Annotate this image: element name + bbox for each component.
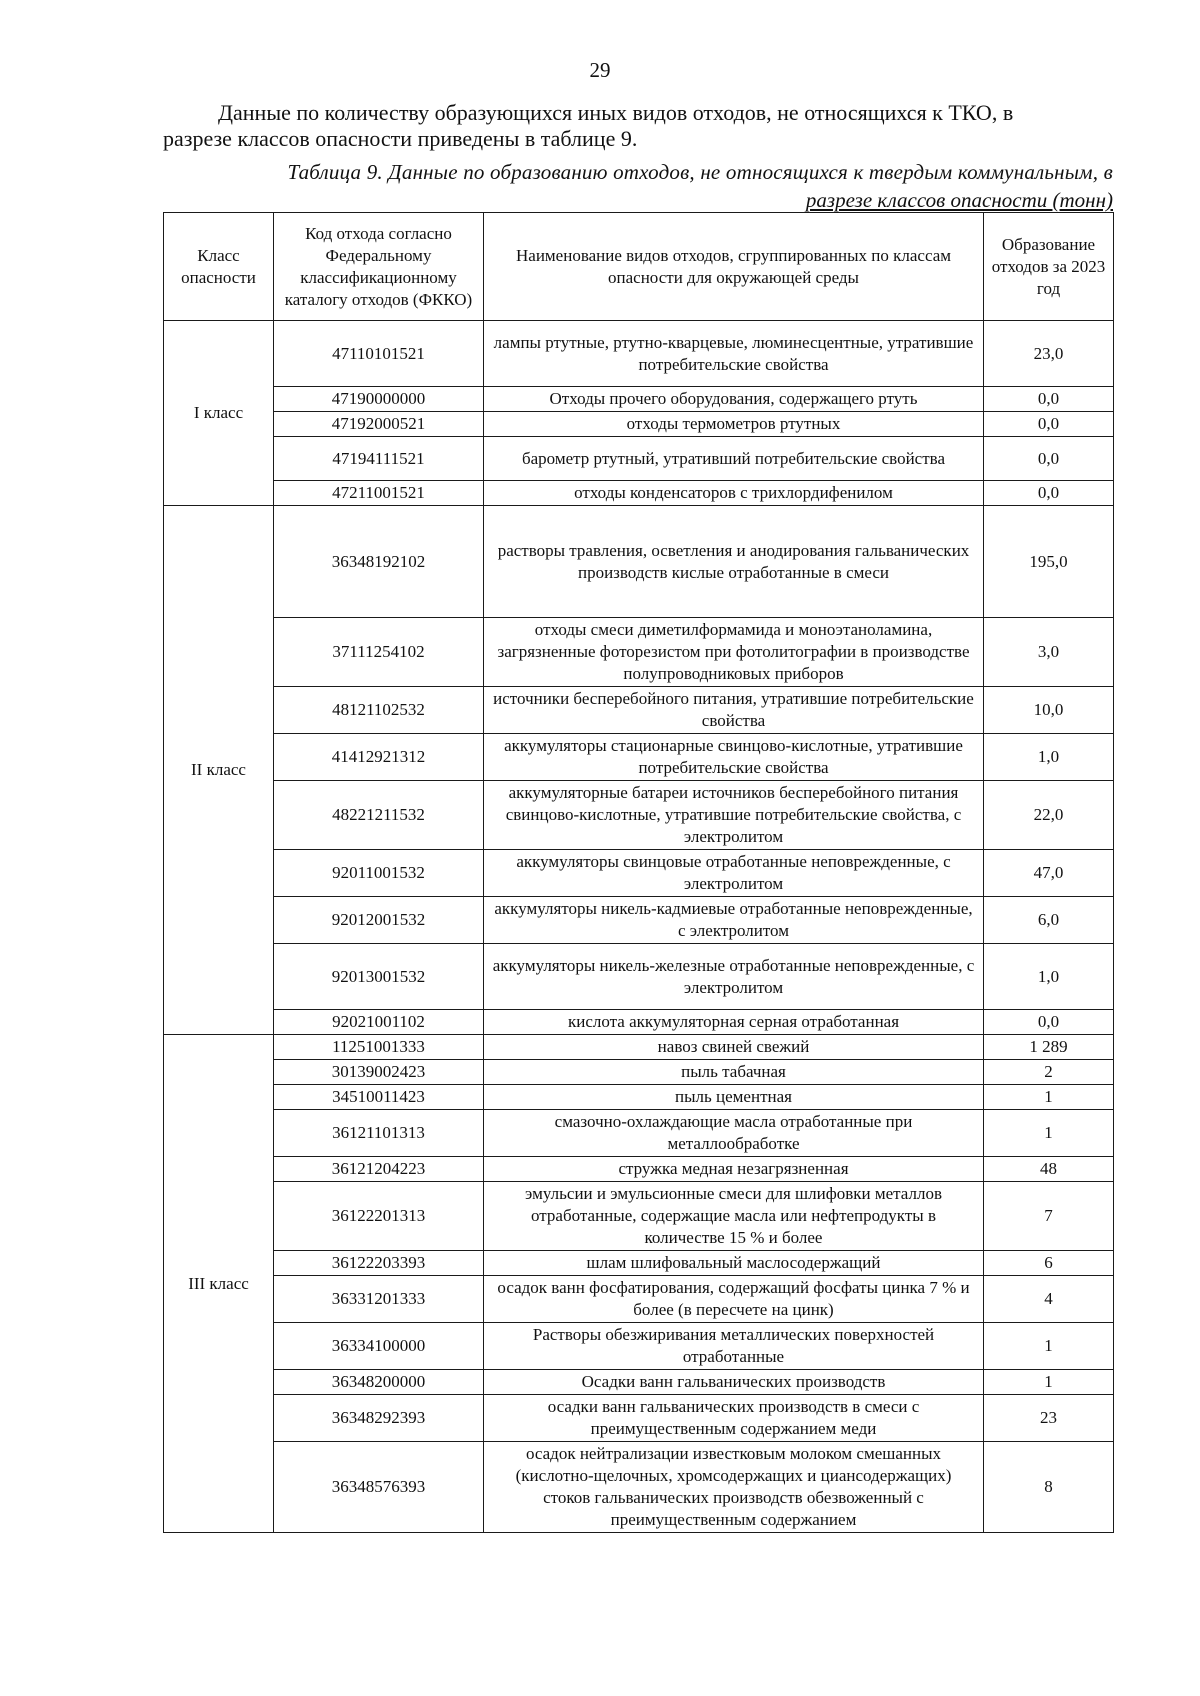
waste-code-cell: 30139002423 [274, 1060, 484, 1085]
table-row [164, 850, 1114, 897]
waste-amount-cell: 23 [984, 1395, 1114, 1442]
waste-amount-cell: 1 [984, 1110, 1114, 1157]
waste-amount-cell: 47,0 [984, 850, 1114, 897]
waste-amount-cell: 4 [984, 1276, 1114, 1323]
table-row [164, 1010, 1114, 1035]
header-name: Наименование видов отходов, сгруппированных по классам опасности для окружающей среды [484, 213, 984, 321]
waste-amount-cell: 0,0 [984, 437, 1114, 481]
waste-code-cell: 36121204223 [274, 1157, 484, 1182]
hazard-class-cell: III класс [164, 1035, 274, 1533]
waste-code-cell: 36348192102 [274, 506, 484, 618]
table-row [164, 1182, 1114, 1251]
waste-code-cell: 47110101521 [274, 321, 484, 387]
waste-amount-cell: 1,0 [984, 734, 1114, 781]
waste-name-cell: пыль цементная [484, 1085, 984, 1110]
waste-code-cell: 48221211532 [274, 781, 484, 850]
waste-name-cell: Отходы прочего оборудования, содержащего ртуть [484, 387, 984, 412]
waste-name-cell: осадок нейтрализации известковым молоком смешанных (кислотно-щелочных, хромсодержащих и циансодержащих) стоков гальванических производств обезвоженный с преимущественным содержанием [484, 1442, 984, 1533]
waste-name-cell: отходы смеси диметилформамида и моноэтаноламина, загрязненные фоторезистом при фотолитографии в производстве полупроводниковых приборов [484, 618, 984, 687]
waste-amount-cell: 0,0 [984, 481, 1114, 506]
header-code: Код отхода согласно Федеральному классификационному каталогу отходов (ФККО) [274, 213, 484, 321]
table-row [164, 1276, 1114, 1323]
waste-amount-cell: 7 [984, 1182, 1114, 1251]
waste-amount-cell: 1 [984, 1323, 1114, 1370]
intro-paragraph [163, 100, 1113, 152]
waste-amount-cell: 2 [984, 1060, 1114, 1085]
waste-amount-cell: 0,0 [984, 1010, 1114, 1035]
waste-name-cell: растворы травления, осветления и анодирования гальванических производств кислые отработанные в смеси [484, 506, 984, 618]
waste-code-cell: 36334100000 [274, 1323, 484, 1370]
waste-code-cell: 37111254102 [274, 618, 484, 687]
waste-amount-cell: 6 [984, 1251, 1114, 1276]
waste-amount-cell: 1 289 [984, 1035, 1114, 1060]
waste-amount-cell: 22,0 [984, 781, 1114, 850]
table-row [164, 506, 1114, 618]
table-row [164, 1060, 1114, 1085]
waste-amount-cell: 8 [984, 1442, 1114, 1533]
caption-line-1: Таблица 9. Данные по образованию отходов, не относящихся к твердым коммунальным, в [287, 160, 1113, 184]
table-row [164, 321, 1114, 387]
waste-name-cell: пыль табачная [484, 1060, 984, 1085]
waste-code-cell: 92013001532 [274, 944, 484, 1010]
waste-amount-cell: 1 [984, 1370, 1114, 1395]
waste-name-cell: отходы термометров ртутных [484, 412, 984, 437]
table-row [164, 1251, 1114, 1276]
waste-amount-cell: 1,0 [984, 944, 1114, 1010]
waste-name-cell: аккумуляторы никель-железные отработанные неповрежденные, с электролитом [484, 944, 984, 1010]
table-row [164, 1370, 1114, 1395]
waste-name-cell: стружка медная незагрязненная [484, 1157, 984, 1182]
intro-line-1: Данные по количеству образующихся иных видов отходов, не относящихся к ТКО, в [218, 100, 1014, 125]
waste-code-cell: 47194111521 [274, 437, 484, 481]
waste-code-cell: 36348576393 [274, 1442, 484, 1533]
waste-code-cell: 34510011423 [274, 1085, 484, 1110]
waste-name-cell: Растворы обезжиривания металлических поверхностей отработанные [484, 1323, 984, 1370]
hazard-class-cell: II класс [164, 506, 274, 1035]
waste-name-cell: аккумуляторы никель-кадмиевые отработанные неповрежденные, с электролитом [484, 897, 984, 944]
waste-name-cell: отходы конденсаторов с трихлордифенилом [484, 481, 984, 506]
waste-amount-cell: 0,0 [984, 387, 1114, 412]
table-row [164, 387, 1114, 412]
table-row [164, 734, 1114, 781]
waste-name-cell: кислота аккумуляторная серная отработанная [484, 1010, 984, 1035]
waste-code-cell: 36122201313 [274, 1182, 484, 1251]
waste-name-cell: осадок ванн фосфатирования, содержащий фосфаты цинка 7 % и более (в пересчете на цинк) [484, 1276, 984, 1323]
waste-code-cell: 92011001532 [274, 850, 484, 897]
table-row [164, 1085, 1114, 1110]
waste-code-cell: 36121101313 [274, 1110, 484, 1157]
table-row [164, 412, 1114, 437]
table-row [164, 687, 1114, 734]
page-number: 29 [589, 58, 611, 82]
waste-amount-cell: 3,0 [984, 618, 1114, 687]
waste-amount-cell: 6,0 [984, 897, 1114, 944]
waste-code-cell: 92012001532 [274, 897, 484, 944]
waste-amount-cell: 23,0 [984, 321, 1114, 387]
waste-name-cell: аккумуляторы свинцовые отработанные неповрежденные, с электролитом [484, 850, 984, 897]
waste-code-cell: 47192000521 [274, 412, 484, 437]
waste-table [163, 212, 1114, 1533]
intro-line-2: разрезе классов опасности приведены в таблице 9. [163, 126, 638, 151]
waste-name-cell: Осадки ванн гальванических производств [484, 1370, 984, 1395]
waste-name-cell: барометр ртутный, утративший потребительские свойства [484, 437, 984, 481]
table-row [164, 618, 1114, 687]
waste-amount-cell: 195,0 [984, 506, 1114, 618]
table-row [164, 437, 1114, 481]
table-row [164, 481, 1114, 506]
waste-amount-cell: 0,0 [984, 412, 1114, 437]
table-header-row [164, 213, 1114, 321]
waste-code-cell: 41412921312 [274, 734, 484, 781]
table-row [164, 1110, 1114, 1157]
table-row [164, 1323, 1114, 1370]
waste-code-cell: 36348200000 [274, 1370, 484, 1395]
table-row [164, 1157, 1114, 1182]
table-row [164, 897, 1114, 944]
table-body [164, 321, 1114, 1533]
table-row [164, 1035, 1114, 1060]
waste-name-cell: лампы ртутные, ртутно-кварцевые, люминесцентные, утратившие потребительские свойства [484, 321, 984, 387]
waste-name-cell: шлам шлифовальный маслосодержащий [484, 1251, 984, 1276]
waste-amount-cell: 48 [984, 1157, 1114, 1182]
header-class: Класс опасности [164, 213, 274, 321]
waste-amount-cell: 10,0 [984, 687, 1114, 734]
waste-code-cell: 11251001333 [274, 1035, 484, 1060]
waste-code-cell: 47211001521 [274, 481, 484, 506]
waste-code-cell: 47190000000 [274, 387, 484, 412]
table-row [164, 781, 1114, 850]
caption-line-2: разрезе классов опасности (тонн) [805, 188, 1113, 212]
waste-name-cell: аккумуляторы стационарные свинцово-кислотные, утратившие потребительские свойства [484, 734, 984, 781]
waste-name-cell: навоз свиней свежий [484, 1035, 984, 1060]
waste-code-cell: 36348292393 [274, 1395, 484, 1442]
waste-amount-cell: 1 [984, 1085, 1114, 1110]
table-caption [163, 158, 1113, 214]
waste-code-cell: 36122203393 [274, 1251, 484, 1276]
waste-name-cell: аккумуляторные батареи источников бесперебойного питания свинцово-кислотные, утратившие потребительские свойства, с электролитом [484, 781, 984, 850]
waste-code-cell: 92021001102 [274, 1010, 484, 1035]
waste-name-cell: источники бесперебойного питания, утратившие потребительские свойства [484, 687, 984, 734]
waste-name-cell: смазочно-охлаждающие масла отработанные при металлообработке [484, 1110, 984, 1157]
header-amount: Образование отходов за 2023 год [984, 213, 1114, 321]
table-row [164, 1395, 1114, 1442]
waste-code-cell: 36331201333 [274, 1276, 484, 1323]
table-row [164, 944, 1114, 1010]
waste-name-cell: осадки ванн гальванических производств в смеси с преимущественным содержанием меди [484, 1395, 984, 1442]
waste-name-cell: эмульсии и эмульсионные смеси для шлифовки металлов отработанные, содержащие масла или нефтепродукты в количестве 15 % и более [484, 1182, 984, 1251]
waste-code-cell: 48121102532 [274, 687, 484, 734]
hazard-class-cell: I класс [164, 321, 274, 506]
table-row [164, 1442, 1114, 1533]
